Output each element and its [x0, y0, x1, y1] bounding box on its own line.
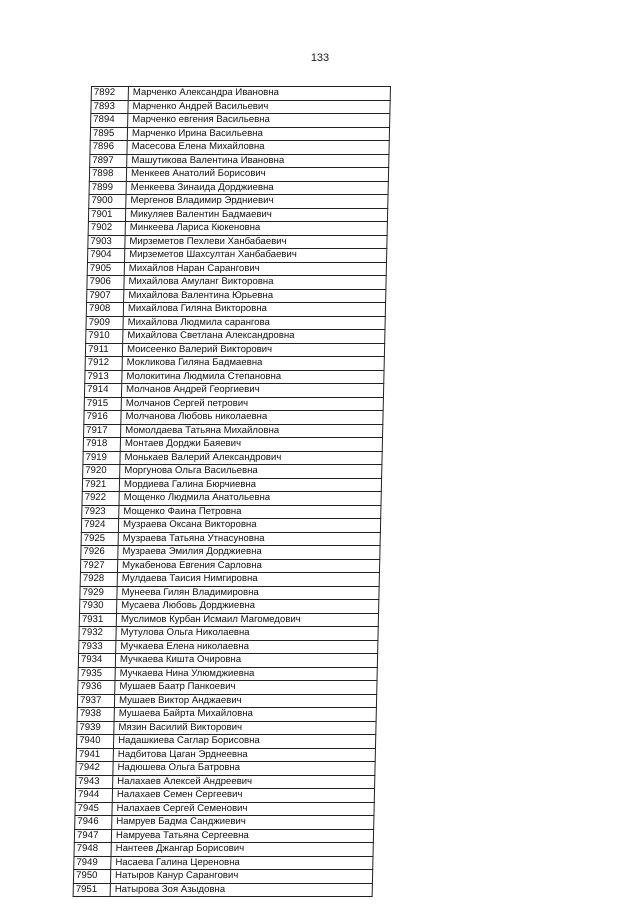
table-row: [85, 343, 384, 357]
table-row: [78, 667, 377, 681]
row-number-cell: 7937: [77, 694, 114, 708]
table-row: [87, 276, 386, 290]
row-number-cell: 7938: [77, 708, 114, 722]
full-name-cell: Молокитина Людмила Степановна: [122, 370, 384, 384]
full-name-cell: Музраева Оксана Викторовна: [118, 519, 380, 533]
table-row: [84, 424, 383, 438]
row-number-cell: 7901: [88, 208, 125, 222]
table-row: [82, 505, 381, 519]
table-row: [77, 721, 376, 735]
full-name-cell: Налахаев Алексей Андреевич: [113, 775, 375, 789]
row-number-cell: 7903: [88, 235, 125, 249]
row-number-cell: 7941: [76, 748, 113, 762]
table-row: [76, 775, 375, 789]
table-row: [74, 843, 373, 857]
table-row: [84, 411, 383, 425]
full-name-cell: Надашкиева Саглар Борисовна: [113, 735, 375, 749]
full-name-cell: Марченко Александра Ивановна: [128, 87, 390, 101]
row-number-cell: 7923: [82, 505, 119, 519]
row-number-cell: 7916: [84, 411, 121, 425]
row-number-cell: 7905: [87, 262, 124, 276]
table-row: [79, 627, 378, 641]
full-name-cell: Натырова Зоя Азыдовна: [110, 883, 372, 897]
row-number-cell: 7919: [83, 451, 120, 465]
table-row: [83, 438, 382, 452]
full-name-cell: Мукабенова Евгения Сарловна: [117, 559, 379, 573]
table-row: [81, 519, 380, 533]
full-name-cell: Михайлова Амуланг Викторовна: [124, 276, 386, 290]
full-name-cell: Минкеева Лариса Кюкеновна: [125, 222, 387, 236]
table-row: [82, 478, 381, 492]
row-number-cell: 7942: [76, 762, 113, 776]
table-row: [75, 789, 374, 803]
table-row: [89, 168, 388, 182]
table-row: [77, 694, 376, 708]
table-row: [91, 100, 390, 114]
full-name-cell: Марченко евгения Васильевна: [128, 114, 390, 128]
row-number-cell: 7894: [91, 114, 128, 128]
row-number-cell: 7912: [85, 357, 122, 371]
table-row: [88, 235, 387, 249]
row-number-cell: 7927: [80, 559, 117, 573]
row-number-cell: 7944: [75, 789, 112, 803]
row-number-cell: 7935: [78, 667, 115, 681]
row-number-cell: 7928: [80, 573, 117, 587]
row-number-cell: 7948: [74, 843, 111, 857]
row-number-cell: 7921: [82, 478, 119, 492]
full-name-cell: Михайлов Наран Сарангович: [124, 262, 386, 276]
full-name-cell: Мулдаева Таисия Нимгировна: [117, 573, 379, 587]
row-number-cell: 7914: [84, 384, 121, 398]
table-row: [80, 586, 379, 600]
row-number-cell: 7906: [87, 276, 124, 290]
full-name-cell: Мучкаева Кишта Очировна: [115, 654, 377, 668]
full-name-cell: Насаева Галина Цереновна: [111, 856, 373, 870]
table-row: [83, 451, 382, 465]
table-row: [87, 289, 386, 303]
table-row: [74, 856, 373, 870]
full-name-cell: Надюшева Ольга Батровна: [113, 762, 375, 776]
row-number-cell: 7898: [89, 168, 126, 182]
full-name-cell: Мусаева Любовь Дорджиевна: [117, 600, 379, 614]
full-name-cell: Мордиева Галина Бюрчиевна: [119, 478, 381, 492]
row-number-cell: 7925: [81, 532, 118, 546]
full-name-cell: Машутикова Валентина Ивановна: [127, 154, 389, 168]
row-number-cell: 7926: [81, 546, 118, 560]
row-number-cell: 7936: [78, 681, 115, 695]
full-name-cell: Намруева Татьяна Сергеевна: [111, 829, 373, 843]
table-row: [84, 384, 383, 398]
full-name-cell: Менкеева Зинаида Дорджиевна: [126, 181, 388, 195]
row-number-cell: 7945: [75, 802, 112, 816]
table-row: [82, 492, 381, 506]
full-name-cell: Мощенко Людмила Анатольевна: [119, 492, 381, 506]
table-row: [75, 816, 374, 830]
full-name-cell: Масесова Елена Михайловна: [127, 141, 389, 155]
table-row: [79, 613, 378, 627]
full-name-cell: Надбитова Цаган Эрднеевна: [113, 748, 375, 762]
row-number-cell: 7930: [80, 600, 117, 614]
full-name-cell: Мергенов Владимир Эрдниевич: [126, 195, 388, 209]
table-row: [81, 532, 380, 546]
full-name-cell: Мирземетов Шахсултан Ханбабаевич: [125, 249, 387, 263]
row-number-cell: 7951: [73, 883, 110, 897]
full-name-cell: Мушаев Виктор Анджаевич: [114, 694, 376, 708]
full-name-cell: Михайлова Гиляна Викторовна: [123, 303, 385, 317]
table-row: [80, 573, 379, 587]
full-name-cell: Марченко Ирина Васильевна: [127, 127, 389, 141]
full-name-cell: Налахаев Семен Сергеевич: [112, 789, 374, 803]
table-row: [91, 87, 390, 101]
row-number-cell: 7949: [74, 856, 111, 870]
full-name-cell: Нантеев Джангар Борисович: [111, 843, 373, 857]
table-row: [76, 735, 375, 749]
row-number-cell: 7924: [81, 519, 118, 533]
table-row: [73, 883, 372, 897]
table-row: [86, 316, 385, 330]
full-name-cell: Моисеенко Валерий Викторович: [122, 343, 384, 357]
row-number-cell: 7940: [76, 735, 113, 749]
table-row: [89, 195, 388, 209]
row-number-cell: 7899: [89, 181, 126, 195]
table-row: [77, 708, 376, 722]
full-name-cell: Мучкаева Нина Улюмджиевна: [115, 667, 377, 681]
table-row: [78, 681, 377, 695]
row-number-cell: 7947: [74, 829, 111, 843]
full-name-cell: Микуляев Валентин Бадмаевич: [125, 208, 387, 222]
full-name-cell: Молчанов Андрей Георгиевич: [121, 384, 383, 398]
table-row: [88, 222, 387, 236]
table-row: [90, 127, 389, 141]
full-name-cell: Монькаев Валерий Александрович: [120, 451, 382, 465]
row-number-cell: 7909: [86, 316, 123, 330]
row-number-cell: 7931: [79, 613, 116, 627]
full-name-cell: Мирземетов Пехлеви Ханбабаевич: [125, 235, 387, 249]
table-row: [75, 802, 374, 816]
row-number-cell: 7917: [84, 424, 121, 438]
full-name-cell: Михайлова Валентина Юрьевна: [124, 289, 386, 303]
table-row: [83, 465, 382, 479]
row-number-cell: 7913: [85, 370, 122, 384]
table-row: [74, 829, 373, 843]
row-number-cell: 7896: [90, 141, 127, 155]
row-number-cell: 7897: [90, 154, 127, 168]
table-row: [76, 762, 375, 776]
full-name-cell: Мунеева Гилян Владимировна: [117, 586, 379, 600]
full-name-cell: Мощенко Фаина Петровна: [119, 505, 381, 519]
table-row: [88, 249, 387, 263]
table-row: [90, 154, 389, 168]
full-name-cell: Молчанов Сергей петрович: [121, 397, 383, 411]
row-number-cell: 7908: [86, 303, 123, 317]
row-number-cell: 7904: [88, 249, 125, 263]
row-number-cell: 7922: [82, 492, 119, 506]
full-name-cell: Молчанова Любовь николаевна: [121, 411, 383, 425]
row-number-cell: 7900: [89, 195, 126, 209]
row-number-cell: 7933: [79, 640, 116, 654]
full-name-cell: Михайлова Светлана Александровна: [123, 330, 385, 344]
full-name-cell: Менкеев Анатолий Борисович: [126, 168, 388, 182]
table-row: [80, 600, 379, 614]
name-list-table: [73, 86, 391, 897]
full-name-cell: Намруев Бадма Санджиевич: [112, 816, 374, 830]
row-number-cell: 7943: [76, 775, 113, 789]
table-row: [88, 208, 387, 222]
table-row: [85, 370, 384, 384]
full-name-cell: Мязин Василий Викторович: [114, 721, 376, 735]
page-number: 133: [310, 52, 330, 64]
full-name-cell: Мушаев Баатр Панкоевич: [115, 681, 377, 695]
full-name-cell: Музраева Татьяна Утнасуновна: [118, 532, 380, 546]
row-number-cell: 7910: [86, 330, 123, 344]
full-name-cell: Мучкаева Елена николаевна: [116, 640, 378, 654]
row-number-cell: 7950: [73, 870, 110, 884]
table-row: [89, 181, 388, 195]
row-number-cell: 7946: [75, 816, 112, 830]
row-number-cell: 7902: [88, 222, 125, 236]
row-number-cell: 7932: [79, 627, 116, 641]
full-name-cell: Натыров Кануp Сарангович: [110, 870, 372, 884]
full-name-cell: Монтаев Дорджи Баяевич: [120, 438, 382, 452]
table-row: [78, 654, 377, 668]
row-number-cell: 7939: [77, 721, 114, 735]
table-row: [85, 357, 384, 371]
full-name-cell: Муслимов Курбан Исмаил Магомедович: [116, 613, 378, 627]
table-row: [79, 640, 378, 654]
table-row: [90, 141, 389, 155]
full-name-cell: Мушаева Байрта Михайловна: [114, 708, 376, 722]
table-row: [80, 559, 379, 573]
table-row: [84, 397, 383, 411]
row-number-cell: 7929: [80, 586, 117, 600]
row-number-cell: 7911: [85, 343, 122, 357]
row-number-cell: 7907: [87, 289, 124, 303]
name-list-body: [73, 87, 390, 897]
full-name-cell: Михайлова Людмила сарангова: [123, 316, 385, 330]
table-row: [86, 330, 385, 344]
full-name-cell: Марченко Андрей Васильевич: [128, 100, 390, 114]
row-number-cell: 7892: [91, 87, 128, 101]
full-name-cell: Мутулова Ольга Николаевна: [116, 627, 378, 641]
full-name-cell: Моргунова Ольга Васильевна: [120, 465, 382, 479]
table-row: [87, 262, 386, 276]
full-name-cell: Мокликова Гиляна Бадмаевна: [122, 357, 384, 371]
full-name-cell: Налахаев Сергей Семенович: [112, 802, 374, 816]
row-number-cell: 7893: [91, 100, 128, 114]
row-number-cell: 7934: [78, 654, 115, 668]
row-number-cell: 7895: [90, 127, 127, 141]
table-row: [91, 114, 390, 128]
row-number-cell: 7915: [84, 397, 121, 411]
row-number-cell: 7920: [83, 465, 120, 479]
table-row: [81, 546, 380, 560]
table-row: [73, 870, 372, 884]
table-row: [86, 303, 385, 317]
table-row: [76, 748, 375, 762]
full-name-cell: Музраева Эмилия Дорджиевна: [118, 546, 380, 560]
full-name-cell: Момолдаева Татьяна Михайловна: [121, 424, 383, 438]
row-number-cell: 7918: [83, 438, 120, 452]
